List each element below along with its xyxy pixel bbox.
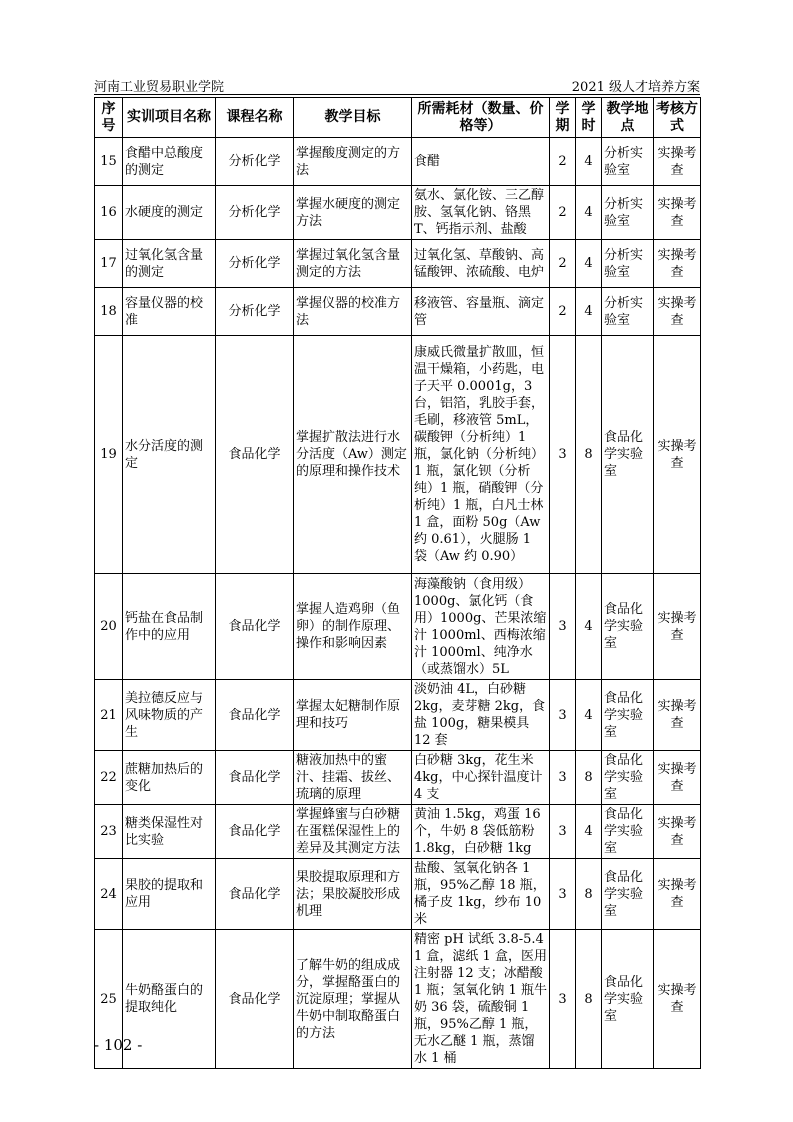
teaching-place-cell: 食品化学实验室 [602, 930, 654, 1069]
course-name-cell: 分析化学 [216, 186, 294, 240]
term-cell: 2 [550, 186, 576, 240]
teaching-place-cell: 食品化学实验室 [602, 805, 654, 859]
teaching-place-cell: 食品化学实验室 [602, 751, 654, 805]
term-cell: 3 [550, 805, 576, 859]
teaching-goal-cell: 掌握过氧化氢含量测定的方法 [294, 240, 412, 288]
table-row [95, 680, 701, 751]
course-name-cell: 分析化学 [216, 240, 294, 288]
table-row [95, 805, 701, 859]
project-name-cell: 钙盐在食品制作中的应用 [123, 574, 216, 680]
term-cell: 3 [550, 930, 576, 1069]
teaching-goal-cell: 掌握仪器的校准方法 [294, 288, 412, 336]
course-name-cell: 食品化学 [216, 859, 294, 930]
school-name: 河南工业贸易职业学院 [94, 80, 225, 95]
table-row [95, 859, 701, 930]
hours-cell: 8 [576, 751, 602, 805]
materials-cell: 康威氏微量扩散皿，恒温干燥箱，小药匙，电子天平 0.0001g，3 台，铝箔，乳胶手套，毛刷，移液管 5mL，碳酸钾（分析纯）1 瓶，氯化钠（分析纯）1 瓶，氯化钡（分析纯）1 瓶，硝酸钾（分析纯）1 瓶，白凡士林 1 盒，面粉 50g（Aw 约 0.61），火腿肠 1 袋（Aw 约 0.90） [412, 336, 550, 574]
page-number: - 102 - [94, 1036, 143, 1054]
col-header: 教学地点 [602, 98, 654, 138]
term-cell: 2 [550, 288, 576, 336]
teaching-goal-cell: 掌握酸度测定的方法 [294, 138, 412, 186]
course-name-cell: 食品化学 [216, 930, 294, 1069]
teaching-place-cell: 食品化学实验室 [602, 336, 654, 574]
hours-cell: 4 [576, 186, 602, 240]
row-number-cell: 22 [95, 751, 123, 805]
hours-cell: 4 [576, 240, 602, 288]
assessment-cell: 实操考查 [654, 138, 701, 186]
table-header-row [95, 98, 701, 138]
term-cell: 3 [550, 859, 576, 930]
col-header: 考核方式 [654, 98, 701, 138]
teaching-place-cell: 食品化学实验室 [602, 680, 654, 751]
project-name-cell: 容量仪器的校准 [123, 288, 216, 336]
training-table [94, 97, 701, 1069]
term-cell: 3 [550, 574, 576, 680]
project-name-cell: 牛奶酪蛋白的提取纯化 [123, 930, 216, 1069]
hours-cell: 8 [576, 930, 602, 1069]
col-header: 实训项目名称 [123, 98, 216, 138]
project-name-cell: 美拉德反应与风味物质的产生 [123, 680, 216, 751]
assessment-cell: 实操考查 [654, 680, 701, 751]
hours-cell: 4 [576, 138, 602, 186]
table-row [95, 138, 701, 186]
document-title: 2021 级人才培养方案 [571, 80, 700, 95]
table-row [95, 240, 701, 288]
project-name-cell: 水硬度的测定 [123, 186, 216, 240]
project-name-cell: 糖类保湿性对比实验 [123, 805, 216, 859]
col-header: 课程名称 [216, 98, 294, 138]
course-name-cell: 食品化学 [216, 680, 294, 751]
row-number-cell: 16 [95, 186, 123, 240]
col-header: 学期 [550, 98, 576, 138]
assessment-cell: 实操考查 [654, 240, 701, 288]
materials-cell: 盐酸、氢氧化钠各 1 瓶，95%乙醇 18 瓶，橘子皮 1kg，纱布 10 米 [412, 859, 550, 930]
course-name-cell: 分析化学 [216, 138, 294, 186]
assessment-cell: 实操考查 [654, 751, 701, 805]
row-number-cell: 15 [95, 138, 123, 186]
teaching-place-cell: 分析实验室 [602, 186, 654, 240]
hours-cell: 4 [576, 288, 602, 336]
hours-cell: 8 [576, 336, 602, 574]
table-row [95, 186, 701, 240]
row-number-cell: 18 [95, 288, 123, 336]
assessment-cell: 实操考查 [654, 805, 701, 859]
assessment-cell: 实操考查 [654, 574, 701, 680]
project-name-cell: 蔗糖加热后的变化 [123, 751, 216, 805]
row-number-cell: 25 [95, 930, 123, 1069]
table-row [95, 336, 701, 574]
hours-cell: 4 [576, 680, 602, 751]
teaching-place-cell: 食品化学实验室 [602, 859, 654, 930]
assessment-cell: 实操考查 [654, 336, 701, 574]
page-header [94, 74, 700, 95]
assessment-cell: 实操考查 [654, 186, 701, 240]
materials-cell: 精密 pH 试纸 3.8-5.4 1 盒，滤纸 1 盒，医用注射器 12 支；冰醋酸 1 瓶；氢氧化钠 1 瓶牛奶 36 袋，硫酸铜 1 瓶，95%乙醇 1 瓶，无水乙醚 1 瓶，蒸馏水 1 桶 [412, 930, 550, 1069]
teaching-place-cell: 分析实验室 [602, 138, 654, 186]
term-cell: 3 [550, 336, 576, 574]
hours-cell: 8 [576, 859, 602, 930]
col-header: 学时 [576, 98, 602, 138]
teaching-goal-cell: 掌握太妃糖制作原理和技巧 [294, 680, 412, 751]
hours-cell: 4 [576, 805, 602, 859]
row-number-cell: 23 [95, 805, 123, 859]
row-number-cell: 24 [95, 859, 123, 930]
assessment-cell: 实操考查 [654, 288, 701, 336]
table-row [95, 751, 701, 805]
assessment-cell: 实操考查 [654, 859, 701, 930]
table-row [95, 288, 701, 336]
materials-cell: 黄油 1.5kg，鸡蛋 16 个，牛奶 8 袋低筋粉 1.8kg，白砂糖 1kg [412, 805, 550, 859]
teaching-goal-cell: 掌握扩散法进行水分活度（Aw）测定的原理和操作技术 [294, 336, 412, 574]
course-name-cell: 食品化学 [216, 336, 294, 574]
hours-cell: 4 [576, 574, 602, 680]
row-number-cell: 19 [95, 336, 123, 574]
table-row [95, 574, 701, 680]
project-name-cell: 水分活度的测定 [123, 336, 216, 574]
term-cell: 2 [550, 240, 576, 288]
teaching-goal-cell: 掌握蜂蜜与白砂糖在蛋糕保湿性上的差异及其测定方法 [294, 805, 412, 859]
table-row [95, 930, 701, 1069]
row-number-cell: 17 [95, 240, 123, 288]
teaching-goal-cell: 掌握人造鸡卵（鱼卵）的制作原理、操作和影响因素 [294, 574, 412, 680]
materials-cell: 白砂糖 3kg，花生米 4kg，中心探针温度计 4 支 [412, 751, 550, 805]
teaching-place-cell: 食品化学实验室 [602, 574, 654, 680]
teaching-goal-cell: 掌握水硬度的测定方法 [294, 186, 412, 240]
teaching-goal-cell: 果胶提取原理和方法；果胶凝胶形成机理 [294, 859, 412, 930]
term-cell: 3 [550, 680, 576, 751]
course-name-cell: 食品化学 [216, 805, 294, 859]
materials-cell: 移液管、容量瓶、滴定管 [412, 288, 550, 336]
row-number-cell: 20 [95, 574, 123, 680]
assessment-cell: 实操考查 [654, 930, 701, 1069]
course-name-cell: 食品化学 [216, 751, 294, 805]
materials-cell: 淡奶油 4L，白砂糖 2kg，麦芽糖 2kg，食盐 100g，糖果模具 12 套 [412, 680, 550, 751]
teaching-goal-cell: 糖液加热中的蜜汁、挂霜、拔丝、琉璃的原理 [294, 751, 412, 805]
project-name-cell: 食醋中总酸度的测定 [123, 138, 216, 186]
teaching-place-cell: 分析实验室 [602, 240, 654, 288]
col-header: 所需耗材（数量、价格等） [412, 98, 550, 138]
course-name-cell: 分析化学 [216, 288, 294, 336]
project-name-cell: 果胶的提取和应用 [123, 859, 216, 930]
materials-cell: 海藻酸钠（食用级）1000g、氯化钙（食用）1000g、芒果浓缩汁 1000ml、西梅浓缩汁 1000ml、纯净水（或蒸馏水）5L [412, 574, 550, 680]
materials-cell: 食醋 [412, 138, 550, 186]
materials-cell: 过氧化氢、草酸钠、高锰酸钾、浓硫酸、电炉 [412, 240, 550, 288]
course-name-cell: 食品化学 [216, 574, 294, 680]
term-cell: 3 [550, 751, 576, 805]
row-number-cell: 21 [95, 680, 123, 751]
col-header: 教学目标 [294, 98, 412, 138]
col-header: 序号 [95, 98, 123, 138]
materials-cell: 氨水、氯化铵、三乙醇胺、氢氧化钠、铬黑 T、钙指示剂、盐酸 [412, 186, 550, 240]
teaching-place-cell: 分析实验室 [602, 288, 654, 336]
project-name-cell: 过氧化氢含量的测定 [123, 240, 216, 288]
term-cell: 2 [550, 138, 576, 186]
teaching-goal-cell: 了解牛奶的组成成分，掌握酪蛋白的沉淀原理；掌握从牛奶中制取酪蛋白的方法 [294, 930, 412, 1069]
